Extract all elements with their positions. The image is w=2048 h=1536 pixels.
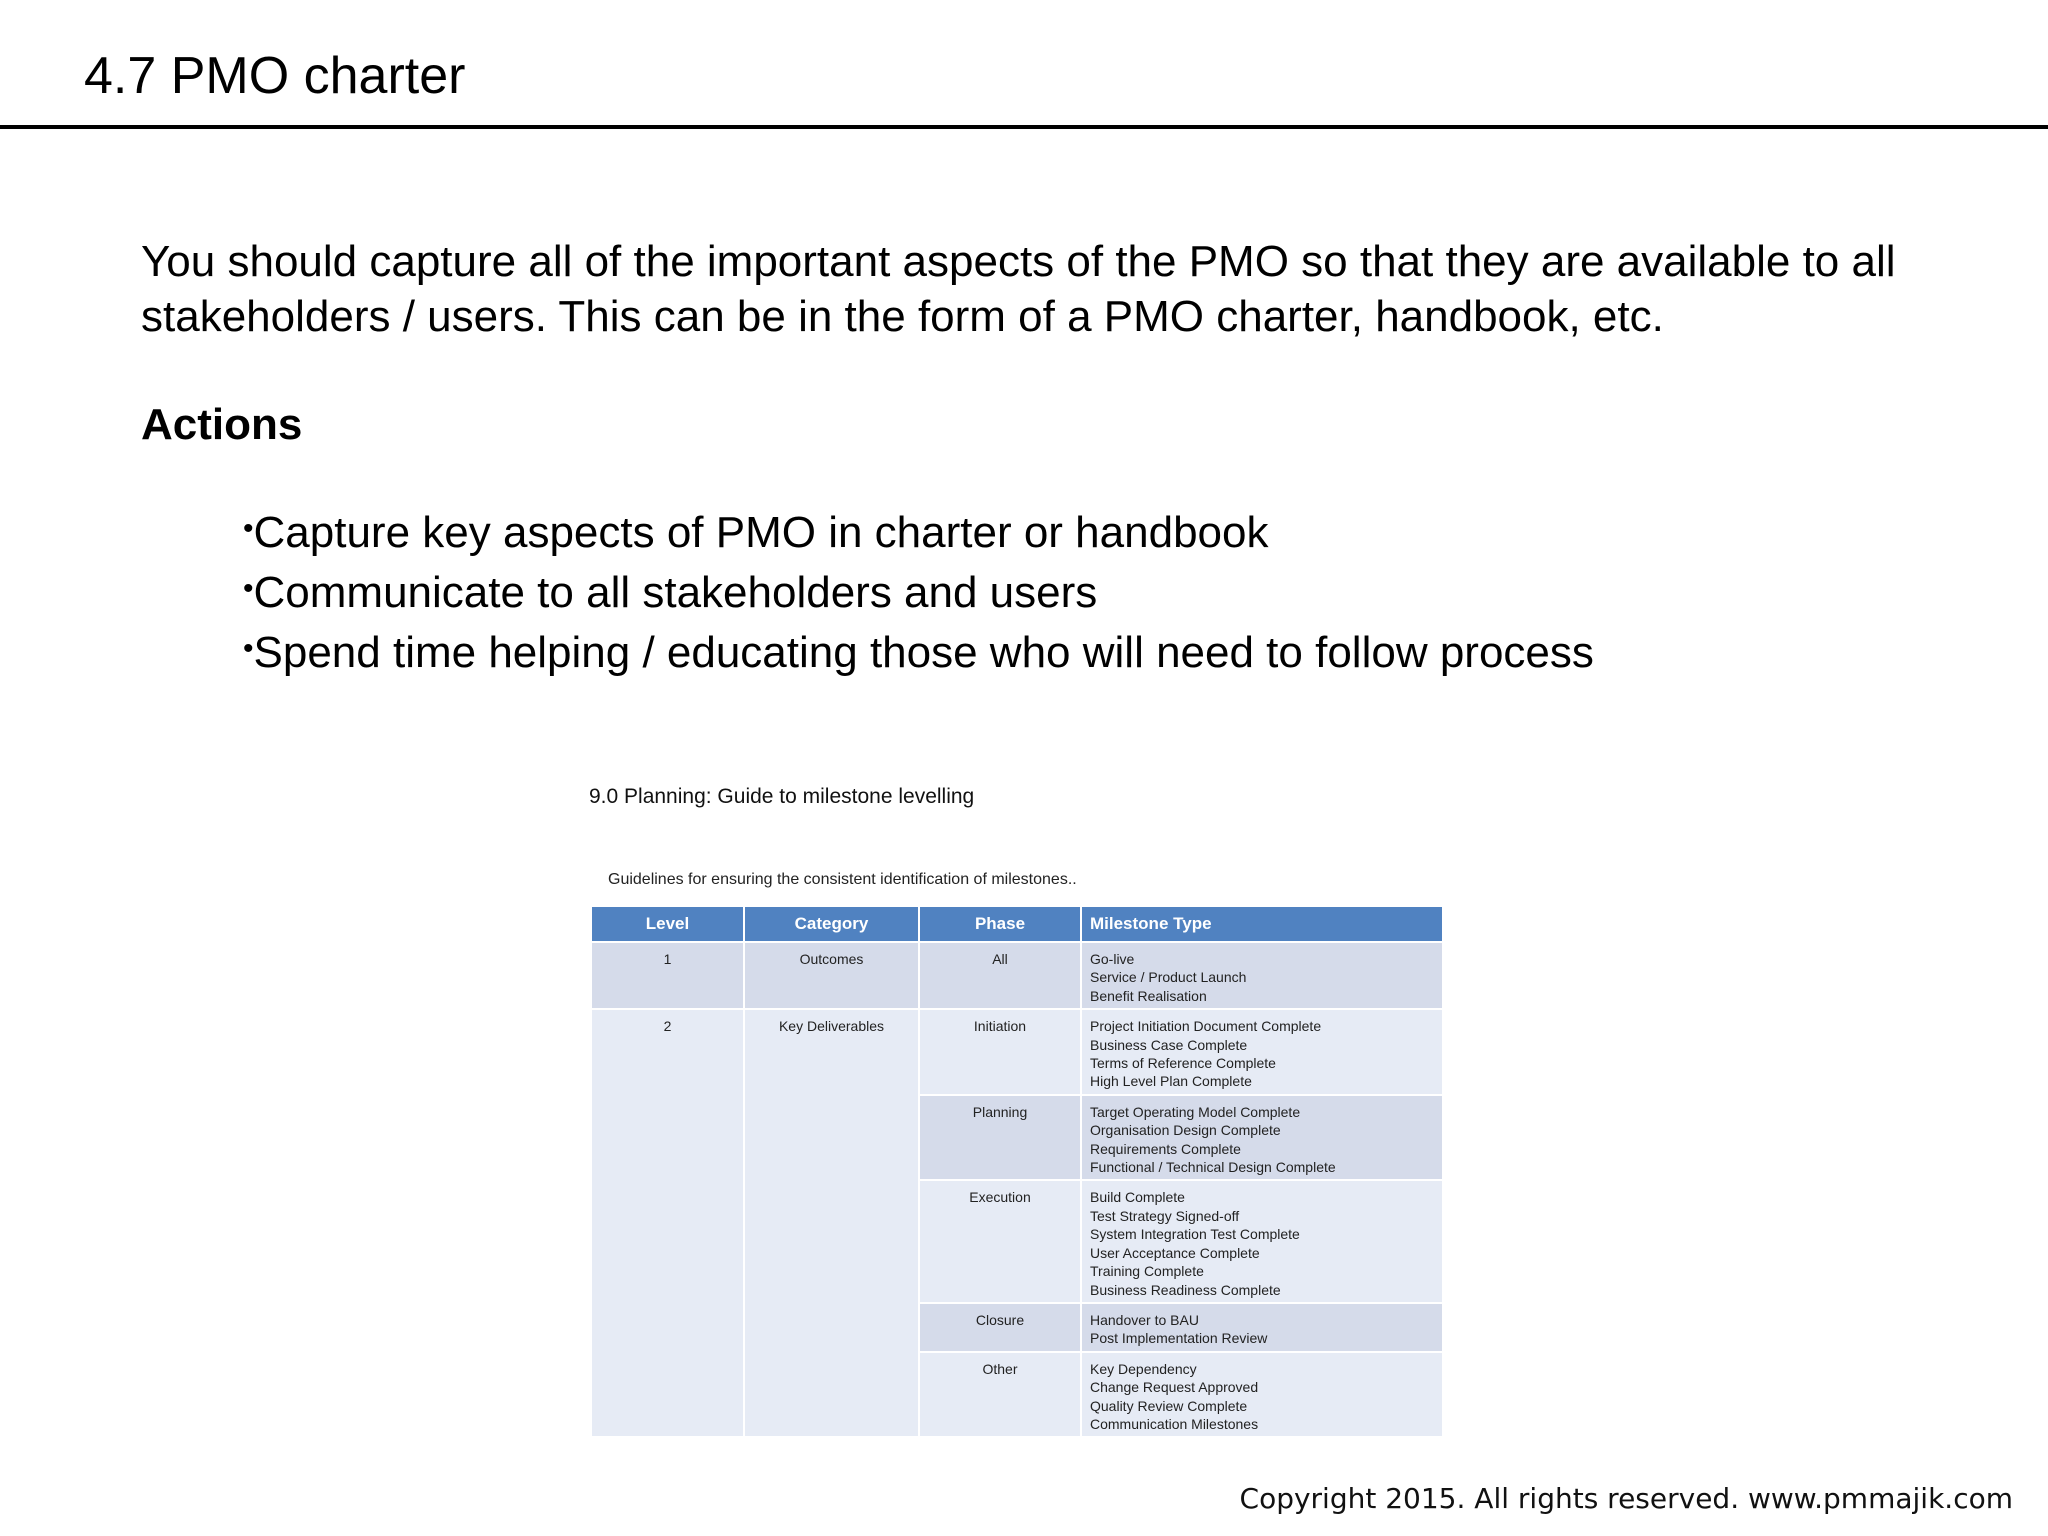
bullet-icon: • [243,512,254,545]
level-cell: 2 [591,1009,744,1437]
milestone-type: Test Strategy Signed-off [1090,1207,1240,1224]
milestone-type: Training Complete [1090,1263,1204,1280]
milestone-types-cell [1081,1009,1443,1095]
action-text: Spend time helping / educating those who will need to follow process [253,628,1594,677]
table-row [591,1009,1443,1095]
level-cell: 1 [591,942,744,1009]
inset-subtitle: Guidelines for ensuring the consistent identification of milestones.. [608,871,1077,888]
column-header-level: Level [591,907,744,942]
category-cell: Outcomes [744,942,919,1009]
action-item [243,625,1594,685]
action-text: Communicate to all stakeholders and users [253,568,1098,617]
milestone-type: User Acceptance Complete [1090,1244,1260,1261]
category-cell: Key Deliverables [744,1009,919,1437]
milestone-type: Service / Product Launch [1090,969,1247,986]
milestone-type: Key Dependency [1090,1360,1197,1377]
column-header-phase: Phase [919,907,1081,942]
phase-cell: Execution [919,1180,1081,1302]
column-header-category: Category [744,907,919,942]
milestone-type: Change Request Approved [1090,1379,1259,1396]
action-item [243,565,1594,625]
column-header-milestone-type: Milestone Type [1081,907,1443,942]
milestone-guide-image [578,768,1488,1448]
milestone-table [590,907,1444,1438]
milestone-type: Business Case Complete [1090,1036,1248,1053]
milestone-types-cell [1081,1303,1443,1352]
milestone-type: Build Complete [1090,1189,1185,1206]
milestone-type: Requirements Complete [1090,1140,1241,1157]
intro-paragraph: You should capture all of the important aspects of the PMO so that they are available to all stakeholders / users. This can be in the form of a PMO charter, handbook, etc. [141,237,1896,341]
table-header-row [591,907,1443,942]
milestone-type: Target Operating Model Complete [1090,1103,1301,1120]
milestone-types-cell [1081,1095,1443,1181]
phase-cell: Other [919,1352,1081,1438]
milestone-type: Business Readiness Complete [1090,1281,1281,1298]
milestone-type: Benefit Realisation [1090,987,1207,1004]
milestone-type: High Level Plan Complete [1090,1073,1252,1090]
milestone-type: Terms of Reference Complete [1090,1055,1276,1072]
phase-cell: Closure [919,1303,1081,1352]
phase-cell: Initiation [919,1009,1081,1095]
inset-title: 9.0 Planning: Guide to milestone levelling [589,785,975,808]
title-divider [0,125,2048,129]
phase-cell: All [919,942,1081,1009]
action-list [243,505,1594,685]
milestone-type: Quality Review Complete [1090,1397,1248,1414]
bullet-icon: • [243,632,254,665]
milestone-type: System Integration Test Complete [1090,1226,1300,1243]
copyright-notice: Copyright 2015. All rights reserved. www.pmmajik.com [1239,1482,2013,1515]
milestone-type: Project Initiation Document Complete [1090,1018,1322,1035]
action-text: Capture key aspects of PMO in charter or handbook [253,508,1269,557]
bullet-icon: • [243,572,254,605]
milestone-types-cell [1081,1352,1443,1438]
milestone-type: Go-live [1090,951,1135,967]
milestone-type: Communication Milestones [1090,1415,1259,1432]
milestone-types-cell [1081,1180,1443,1302]
action-item [243,505,1594,565]
milestone-type: Handover to BAU [1090,1311,1199,1328]
milestone-types-cell [1081,942,1443,1009]
phase-cell: Planning [919,1095,1081,1181]
milestone-type: Organisation Design Complete [1090,1122,1281,1139]
table-row [591,942,1443,1009]
milestone-type: Functional / Technical Design Complete [1090,1159,1336,1176]
actions-heading: Actions [141,400,303,449]
slide-title: 4.7 PMO charter [84,47,466,105]
milestone-type: Post Implementation Review [1090,1330,1268,1347]
